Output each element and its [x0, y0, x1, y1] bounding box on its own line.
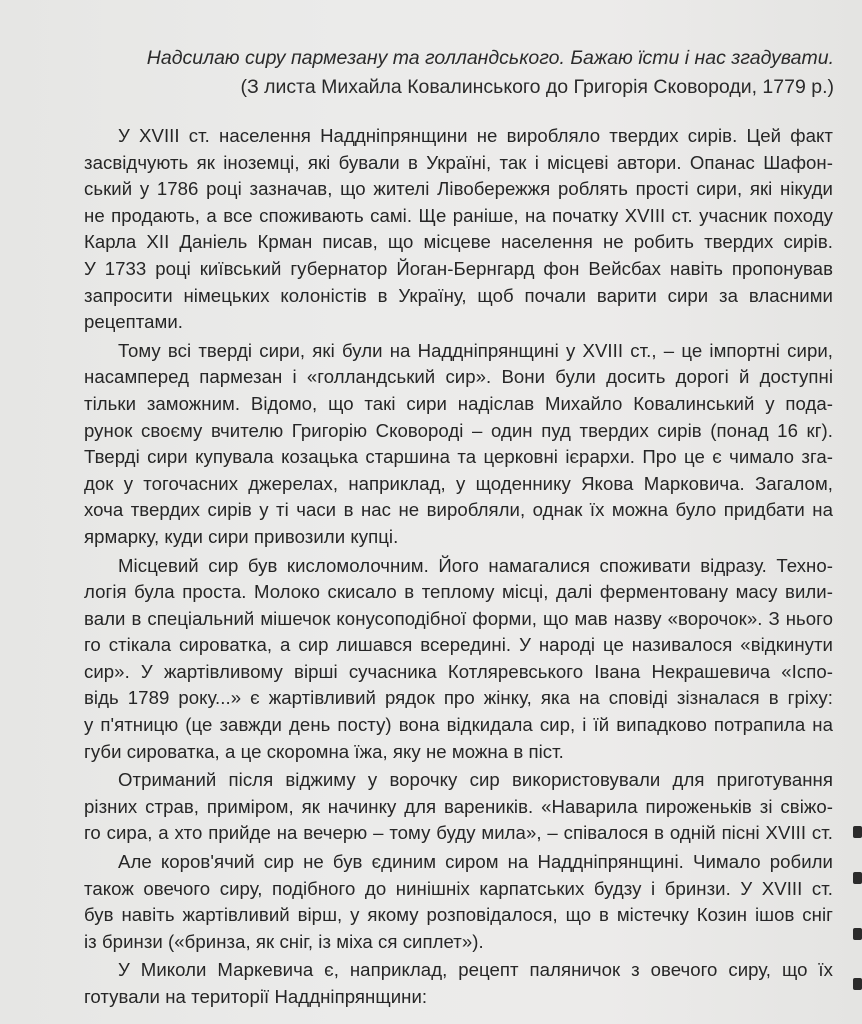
text-line: відь 1789 року...» є жартівливий рядок про жінку, яка на сповіді зізналася в гріху: — [84, 687, 833, 709]
paragraph-4 — [84, 767, 833, 847]
text-line: док у тогочасних джерелах, наприклад, у щоденнику Якова Марковича. Загалом, — [84, 472, 833, 494]
paragraph-6 — [84, 957, 833, 1010]
epigraph — [134, 44, 834, 102]
text-line: сир». У жартівливому вірші сучасника Котляревського Івана Некрашевича «Іспо- — [84, 660, 833, 682]
text-line: У 1733 році київський губернатор Йоган-Бернгард фон Вейсбах навіть пропонував — [84, 257, 833, 279]
body-text — [84, 123, 833, 1013]
edge-mark — [853, 928, 862, 940]
text-line: був навіть жартівливий вірш, у якому розповідалося, що в містечку Козин ішов сніг — [84, 904, 833, 926]
text-line: хоча твердих сирів у ті часи в нас не виробляли, однак їх можна було придбати на — [84, 499, 833, 521]
text-line: логія була проста. Молоко скисало в теплому місці, далі ферментовану масу вили- — [84, 581, 833, 603]
text-line: Місцевий сир був кисломолочним. Його намагалися споживати відразу. Техно- — [118, 554, 833, 576]
text-line: у п'ятницю (це завжди день посту) вона відкидала сир, і їй випадково потрапила на — [84, 714, 833, 736]
text-line: із бринзи («бринза, як сніг, із міха ся сиплет»). — [84, 930, 484, 952]
paragraph-3 — [84, 553, 833, 766]
text-line: ський у 1786 році зазначав, що жителі Лівобережжя роблять прості сири, які нікуди — [84, 178, 833, 200]
text-line: Тому всі тверді сири, які були на Наддніпрянщині у XVIII ст., – це імпортні сири, — [118, 339, 833, 361]
text-line: У XVIII ст. населення Наддніпрянщини не виробляло твердих сирів. Цей факт — [118, 125, 833, 146]
text-line: засвідчують як іноземці, які бували в Україні, так і місцеві автори. Опанас Шафон- — [84, 151, 833, 173]
text-line: Карла XII Даніель Крман писав, що місцеве населення не робить твердих сирів. — [84, 231, 833, 253]
text-line: запросити німецьких колоністів в Україну, щоб почали варити сири за власними — [84, 284, 833, 306]
text-line: губи сироватка, а це скоромна їжа, яку не можна в піст. — [84, 740, 564, 762]
epigraph-quote: Надсилаю сиру пармезану та голландського. Бажаю їсти і нас згадувати. — [146, 47, 834, 69]
edge-mark — [853, 872, 862, 884]
text-line: рунок своєму вчителю Григорію Сковороді – один пуд твердих сирів (понад 16 кг). — [84, 419, 833, 441]
edge-mark — [853, 826, 862, 838]
paragraph-5 — [84, 849, 833, 955]
text-line: Тверді сири купувала козацька старшина та церковні ієрархи. Про це є чимало зга- — [84, 446, 833, 468]
text-line: го сира, а хто прийде на вечерю – тому буду мила», – співалося в одній пісні XVIII ст. — [84, 822, 833, 844]
text-line: У Миколи Маркевича є, наприклад, рецепт паляничок з овечого сиру, що їх — [118, 959, 833, 981]
text-line: вали в спеціальний мішечок конусоподібної форми, що мав назву «ворочок». З нього — [84, 607, 833, 629]
text-line: Але коров'ячий сир не був єдиним сиром на Наддніпрянщині. Чимало робили — [118, 851, 833, 873]
text-line: також овечого сиру, подібного до нинішніх карпатських будзу і бринзи. У XVIII ст. — [84, 877, 833, 899]
paragraph-1 — [84, 123, 833, 336]
text-line: різних страв, приміром, як начинку для вареників. «Наварила пироженьків зі свіжо- — [84, 795, 833, 817]
epigraph-source: (З листа Михайла Ковалинського до Григорія Сковороди, 1779 р.) — [240, 76, 834, 98]
text-line: насамперед пармезан і «голландський сир». Вони були досить дорогі й доступні — [84, 366, 833, 388]
text-line: Отриманий після віджиму у ворочку сир використовували для приготування — [118, 769, 833, 791]
text-line: готували на території Наддніпрянщини: — [84, 986, 428, 1007]
edge-mark — [853, 978, 862, 990]
text-line: ярмарку, куди сири привозили купці. — [84, 525, 399, 547]
text-line: тільки заможним. Відомо, що такі сири надіслав Михайло Ковалинський у пода- — [84, 392, 833, 414]
text-line: рецептами. — [84, 311, 184, 333]
paragraph-2 — [84, 338, 833, 551]
text-line: не продають, а все споживають самі. Ще раніше, на початку XVIII ст. учасник походу — [84, 204, 833, 226]
text-line: го стікала сироватка, а сир лишався всередині. У народі це називалося «відкинути — [84, 634, 833, 656]
